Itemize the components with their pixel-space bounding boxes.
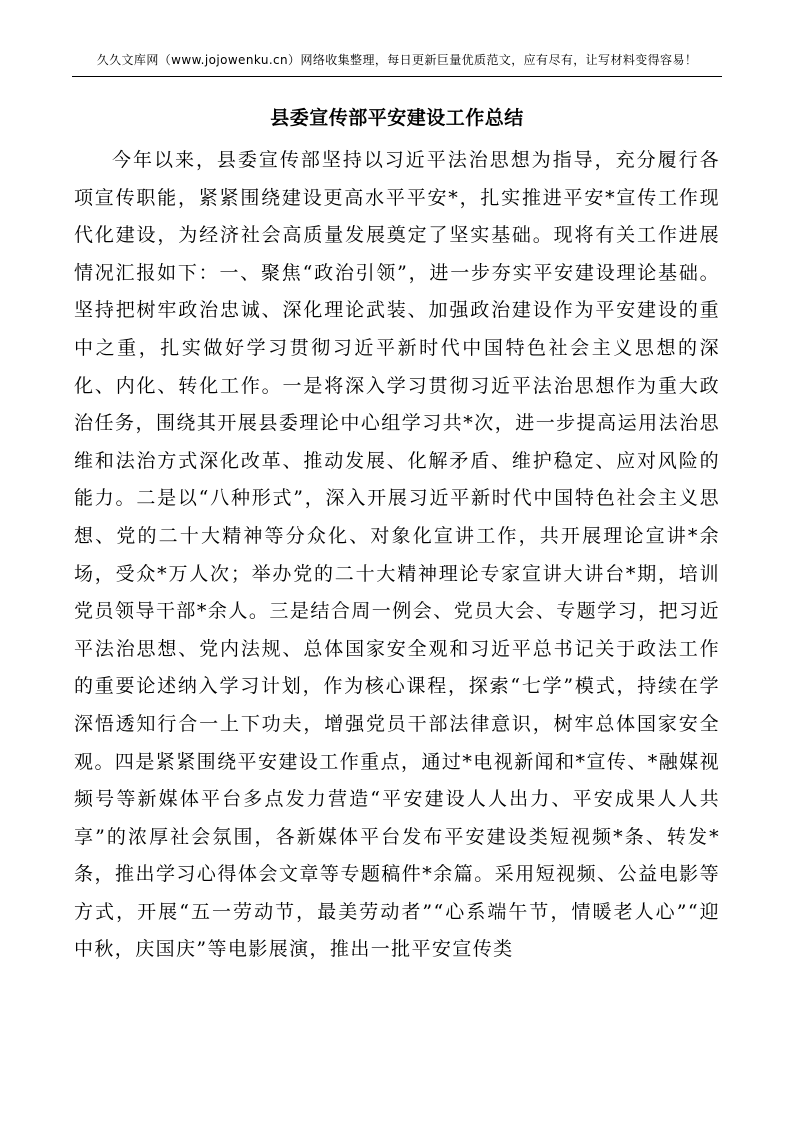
document-title: 县委宣传部平安建设工作总结 [270,107,524,129]
header-divider [72,76,722,77]
page-header: 久久文库网（www.jojowenku.cn）网络收集整理，每日更新巨量优质范文，应有尽有，让写材料变得容易！ [96,53,698,67]
document-body-paragraph: 今年以来，县委宣传部坚持以习近平法治思想为指导，充分履行各项宣传职能，紧紧围绕建设更高水平平安*，扎实推进平安*宣传工作现代化建设，为经济社会高质量发展奠定了坚实基础。现将有关工作进展情况汇报如下：一、聚焦“政治引领”，进一步夯实平安建设理论基础。坚持把树牢政治忠诚、深化理论武装、加强政治建设作为平安建设的重中之重，扎实做好学习贯彻习近平新时代中国特色社会主义思想的深化、内化、转化工作。一是将深入学习贯彻习近平法治思想作为重大政治任务，围绕其开展县委理论中心组学习共*次，进一步提高运用法治思维和法治方式深化改革、推动发展、化解矛盾、维护稳定、应对风险的能力。二是以“八种形式”，深入开展习近平新时代中国特色社会主义思想、党的二十大精神等分众化、对象化宣讲工作，共开展理论宣讲*余场，受众*万人次；举办党的二十大精神理论专家宣讲大讲台*期，培训党员领导干部*余人。三是结合周一例会、党员大会、专题学习，把习近平法治思想、党内法规、总体国家安全观和习近平总书记关于政法工作的重要论述纳入学习计划，作为核心课程，探索“七学”模式，持续在学深悟透知行合一上下功夫，增强党员干部法律意识，树牢总体国家安全观。四是紧紧围绕平安建设工作重点，通过*电视新闻和*宣传、*融媒视频号等新媒体平台多点发力营造“平安建设人人出力、平安成果人人共享”的浓厚社会氛围，各新媒体平台发布平安建设类短视频*条、转发*条，推出学习心得体会文章等专题稿件*余篇。采用短视频、公益电影等方式，开展“五一劳动节，最美劳动者”“心系端午节，情暖老人心”“迎中秋，庆国庆”等电影展演，推出一批平安宣传类 [74,149,720,961]
